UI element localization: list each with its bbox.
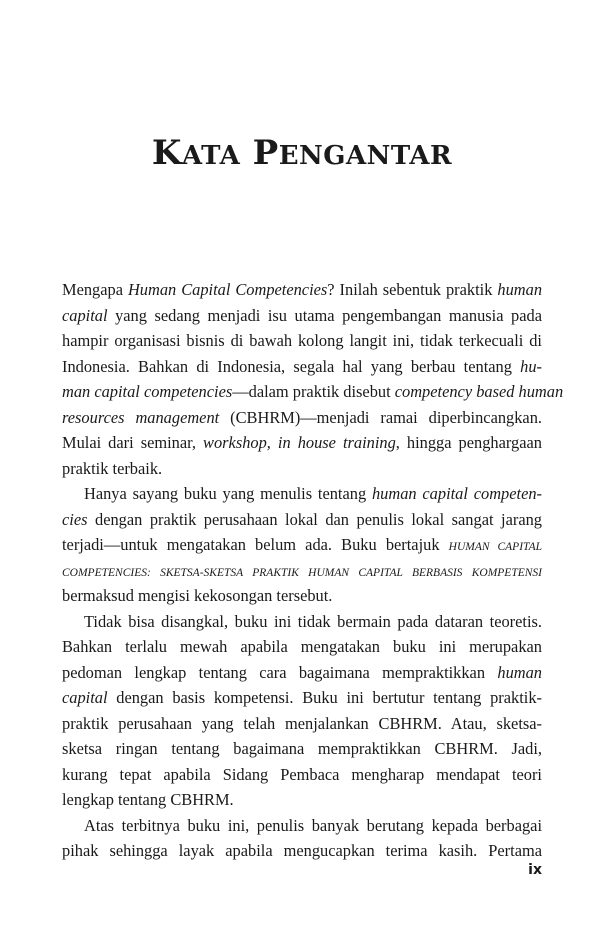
text-line: [62, 558, 542, 584]
text-segment: lengkap tentang CBHRM.: [62, 790, 234, 809]
text-segment: kurang tepat apabila Sidang Pembaca mengharap mendapat teori: [62, 764, 542, 784]
text-line: [62, 583, 542, 609]
title-rest-engantar: ENGANTAR: [278, 141, 453, 171]
text-segment: resources management: [62, 407, 220, 427]
text-segment: Mengapa: [62, 280, 128, 299]
text-segment: pihak sehingga layak apabila mengucapkan terima kasih. Pertama: [62, 841, 542, 860]
title-rest-ata: ATA: [181, 141, 241, 171]
text-segment: human capital competen-: [371, 484, 542, 503]
text-segment: terjadi—untuk mengatakan belum ada. Buku bertajuk: [62, 535, 449, 554]
text-line: [62, 456, 542, 482]
text-segment: Mulai dari seminar,: [62, 433, 204, 452]
text-line: [62, 685, 542, 711]
text-segment: Tidak bisa disangkal, buku ini tidak bermain pada dataran teoretis.: [84, 611, 542, 631]
text-line: [62, 660, 542, 686]
text-line: [62, 609, 542, 635]
text-line: [62, 328, 542, 354]
text-line: [62, 838, 542, 864]
title-initial-k: K: [151, 133, 182, 173]
text-segment: bermaksud mengisi kekosongan tersebut.: [62, 586, 333, 605]
text-segment: competency based human: [394, 382, 564, 401]
text-line: [62, 481, 542, 507]
text-segment: praktik perusahaan yang telah menjalankan CBHRM. Atau, sketsa-: [62, 713, 542, 733]
text-segment: praktik terbaik.: [62, 458, 163, 478]
text-line: [62, 405, 542, 431]
text-segment: hampir organisasi bisnis di bawah kolong langit ini, tidak terkecuali di: [62, 331, 542, 350]
text-segment: Bahkan terlalu mewah apabila mengatakan buku ini merupakan: [62, 637, 542, 656]
text-segment: (CBHRM)—menjadi ramai diperbincangkan.: [219, 407, 542, 427]
text-segment: —dalam praktik disebut: [232, 382, 395, 401]
text-line: [62, 430, 542, 456]
text-line: [62, 354, 542, 380]
text-segment: hu-: [520, 356, 542, 376]
text-segment: Hanya sayang buku yang menulis tentang: [84, 484, 372, 503]
text-segment: pedoman lengkap tentang cara bagaimana mempraktikkan: [62, 662, 498, 682]
text-segment: Human Capital Competencies: [127, 280, 328, 299]
text-segment: Indonesia. Bahkan di Indonesia, segala hal yang berbau tentang: [62, 356, 521, 376]
text-line: [62, 711, 542, 737]
text-segment: capital: [62, 305, 108, 325]
text-segment: ? Inilah sebentuk praktik: [327, 280, 498, 299]
text-line: [62, 303, 542, 329]
text-line: [62, 277, 542, 303]
text-line: [62, 736, 542, 762]
text-segment: yang sedang menjadi isu utama pengembangan manusia pada: [107, 305, 542, 325]
text-line: [62, 762, 542, 788]
text-segment: sketsa ringan tentang bagaimana mempraktikkan CBHRM. Jadi,: [62, 739, 542, 758]
title-initial-p: P: [252, 133, 279, 173]
text-segment: dengan praktik perusahaan lokal dan penulis lokal sangat jarang: [87, 509, 542, 529]
text-segment: capital: [62, 688, 108, 707]
page-title: [0, 133, 604, 173]
text-segment: man capital competencies: [62, 382, 233, 401]
text-segment: workshop, in house training: [203, 433, 396, 452]
text-segment: cies: [62, 509, 88, 529]
text-segment: human: [497, 662, 542, 682]
text-segment: dengan basis kompetensi. Buku ini bertutur tentang praktik-: [107, 688, 542, 707]
text-line: [62, 379, 564, 405]
text-segment: Atas terbitnya buku ini, penulis banyak berutang kepada berbagai: [84, 815, 542, 835]
page-number: ix: [528, 862, 542, 878]
text-segment: , hingga penghargaan: [395, 433, 542, 452]
text-segment: human: [497, 280, 543, 299]
text-line: [62, 532, 542, 558]
body-text: [62, 277, 564, 864]
text-segment: COMPETENCIES: SKETSA-SKETSA PRAKTIK HUMAN CAPITAL BERBASIS KOMPETENSI: [62, 566, 542, 579]
text-line: [62, 787, 542, 813]
text-line: [62, 634, 542, 660]
text-line: [62, 813, 542, 839]
text-line: [62, 507, 542, 533]
text-segment: HUMAN CAPITAL: [448, 541, 542, 553]
